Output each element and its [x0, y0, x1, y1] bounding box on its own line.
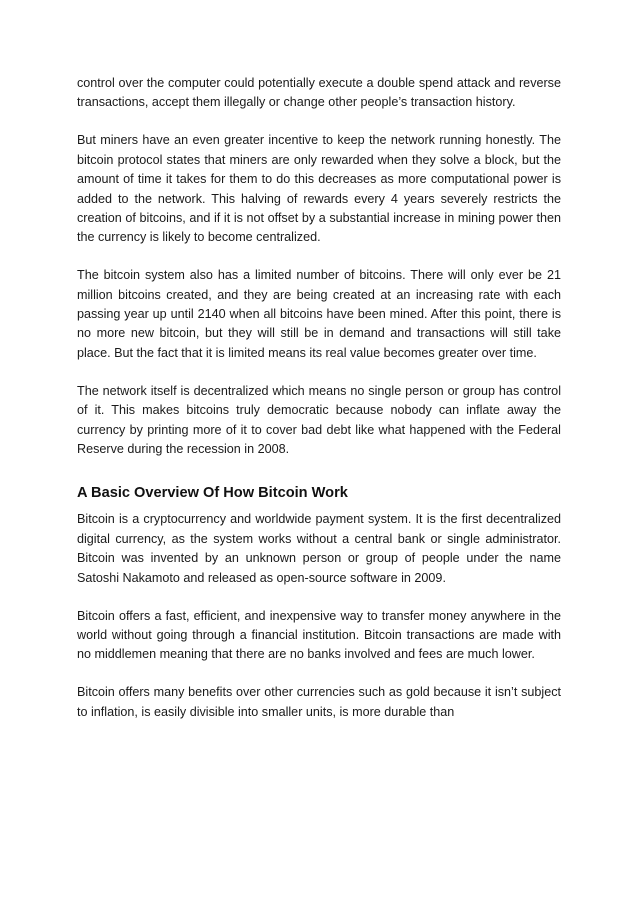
paragraph-bitcoin-definition: Bitcoin is a cryptocurrency and worldwide payment system. It is the first decentralized digital currency, as the system works without a central bank or single administrator. Bitcoin was invented by an unknown person or group of people under the name Satoshi Nakamoto and released as open-source software in 2009.	[77, 512, 561, 585]
paragraph-decentralized-network: The network itself is decentralized which means no single person or group has control of it. This makes bitcoins truly democratic because nobody can inflate away the currency by printing more of it to cover bad debt like what happened with the Federal Reserve during the recession in 2008.	[77, 383, 561, 456]
section-heading: A Basic Overview Of How Bitcoin Work	[77, 485, 348, 502]
paragraph-double-spend: control over the computer could potentially execute a double spend attack and reverse transactions, accept them illegally or change other people’s transaction history.	[77, 76, 561, 110]
document-page	[77, 74, 561, 741]
paragraph-limited-supply: The bitcoin system also has a limited number of bitcoins. There will only ever be 21 million bitcoins created, and they are being created at an increasing rate with each passing year up until 2140 when all bitcoins have been mined. After this point, there is no more new bitcoin, but they will still be in demand and transactions will still take place. But the fact that it is limited means its real value becomes greater over time.	[77, 268, 561, 360]
paragraph-bitcoin-transfers: Bitcoin offers a fast, efficient, and inexpensive way to transfer money anywhere in the world without going through a financial institution. Bitcoin transactions are made with no middlemen meaning that there are no banks involved and fees are much lower.	[77, 608, 561, 662]
paragraph-miners-incentive: But miners have an even greater incentive to keep the network running honestly. The bitcoin protocol states that miners are only rewarded when they solve a block, but the amount of time it takes for them to do this decreases as more computational power is added to the network. This halving of rewards every 4 years severely restricts the creation of bitcoins, and if it is not offset by a substantial increase in mining power then the currency is likely to become centralized.	[77, 133, 561, 245]
paragraph-bitcoin-benefits: Bitcoin offers many benefits over other currencies such as gold because it isn’t subject to inflation, is easily divisible into smaller units, is more durable than	[77, 685, 561, 719]
